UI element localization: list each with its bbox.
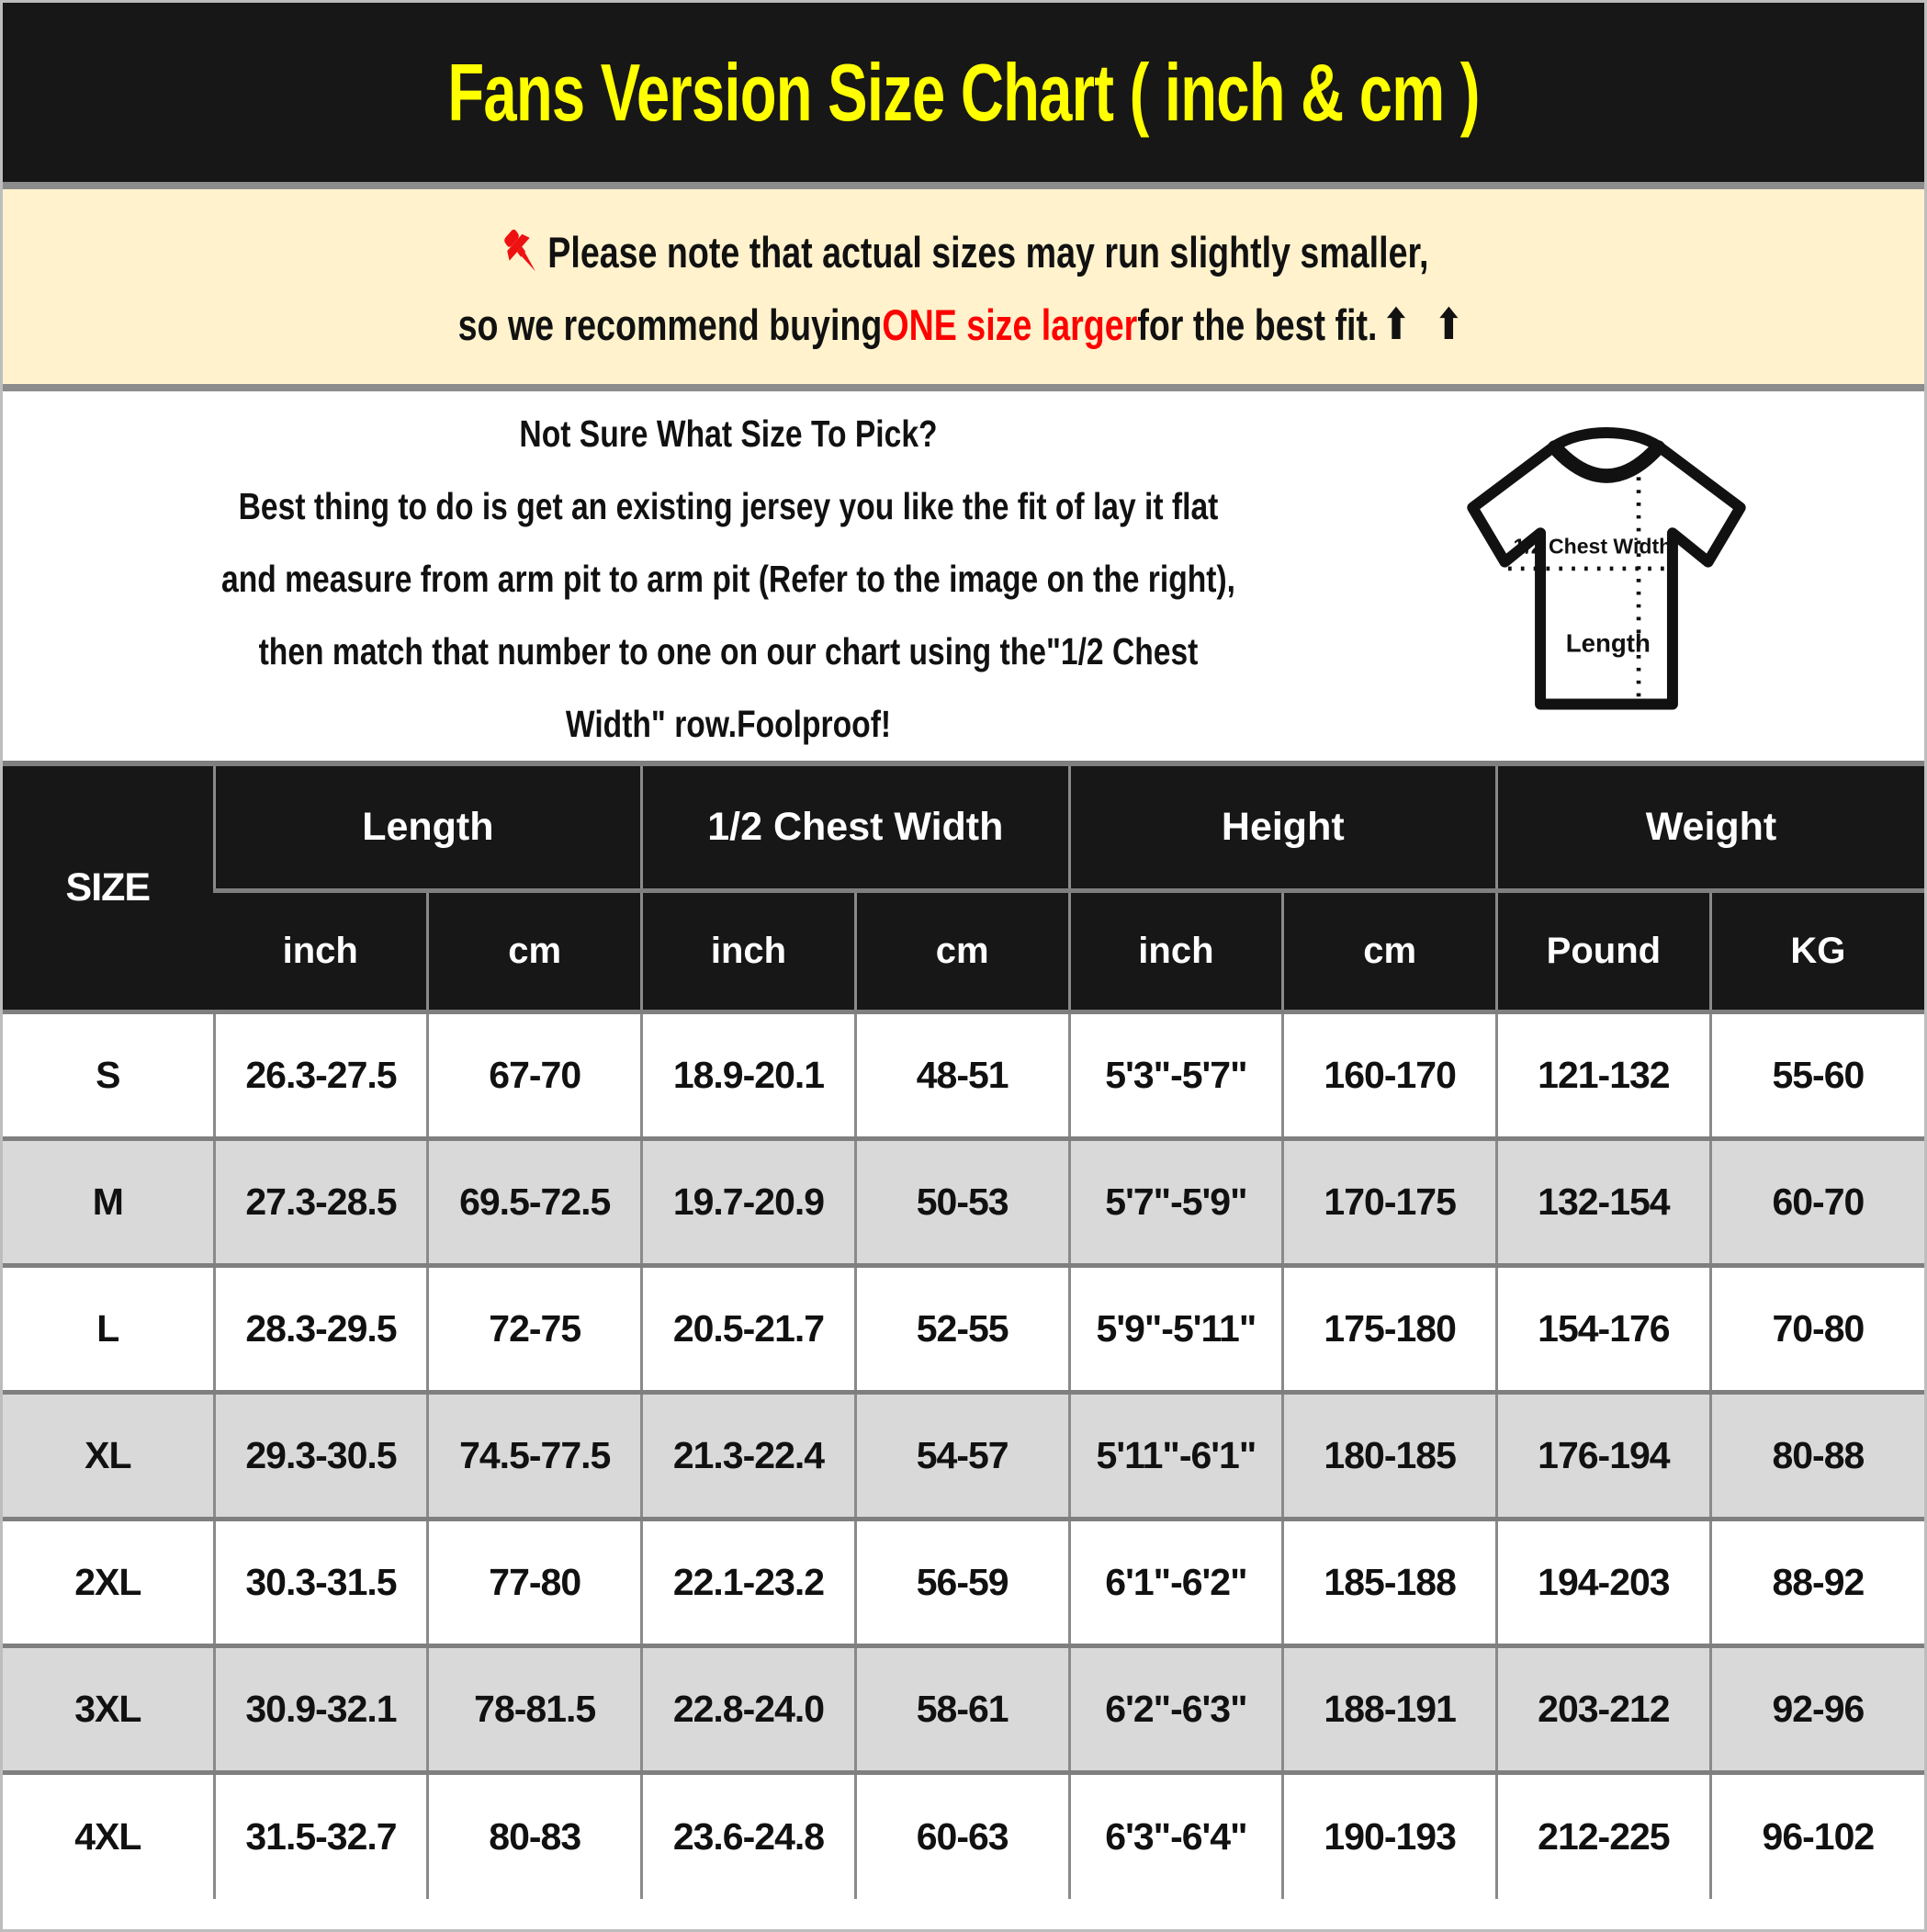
size-table-body: [3, 1011, 1924, 1899]
value-cell: 80-88: [1710, 1392, 1924, 1519]
size-table-header: [3, 763, 1924, 1011]
note-text-2-suffix: for the best fit.: [1137, 299, 1378, 349]
value-cell: 23.6-24.8: [642, 1772, 856, 1899]
value-cell: 6'3"-6'4": [1069, 1772, 1283, 1899]
value-cell: 5'7"-5'9": [1069, 1138, 1283, 1265]
value-cell: 5'3"-5'7": [1069, 1011, 1283, 1138]
value-cell: 28.3-29.5: [214, 1265, 428, 1392]
value-cell: 78-81.5: [428, 1645, 642, 1772]
value-cell: 170-175: [1283, 1138, 1497, 1265]
instructions-text: [3, 392, 1454, 761]
instruction-line: Width" row.Foolproof!: [565, 702, 892, 745]
pushpin-icon: [499, 224, 545, 281]
value-cell: 175-180: [1283, 1265, 1497, 1392]
value-cell: 154-176: [1497, 1265, 1711, 1392]
subheader-length-cm: cm: [428, 890, 642, 1011]
size-cell: 4XL: [3, 1772, 214, 1899]
value-cell: 50-53: [855, 1138, 1069, 1265]
value-cell: 29.3-30.5: [214, 1392, 428, 1519]
page-title: Fans Version Size Chart ( inch & cm ): [447, 46, 1480, 138]
value-cell: 180-185: [1283, 1392, 1497, 1519]
value-cell: 74.5-77.5: [428, 1392, 642, 1519]
subheader-chest-inch: inch: [642, 890, 856, 1011]
value-cell: 132-154: [1497, 1138, 1711, 1265]
tshirt-icon: [1454, 424, 1759, 723]
value-cell: 185-188: [1283, 1519, 1497, 1645]
value-cell: 96-102: [1710, 1772, 1924, 1899]
value-cell: 67-70: [428, 1011, 642, 1138]
value-cell: 92-96: [1710, 1645, 1924, 1772]
value-cell: 6'2"-6'3": [1069, 1645, 1283, 1772]
value-cell: 60-63: [855, 1772, 1069, 1899]
instructions-section: [3, 391, 1924, 761]
value-cell: 212-225: [1497, 1772, 1711, 1899]
table-row: [3, 1772, 1924, 1899]
value-cell: 48-51: [855, 1011, 1069, 1138]
column-group-weight: Weight: [1497, 763, 1924, 890]
value-cell: 22.1-23.2: [642, 1519, 856, 1645]
size-cell: XL: [3, 1392, 214, 1519]
value-cell: 70-80: [1710, 1265, 1924, 1392]
value-cell: 203-212: [1497, 1645, 1711, 1772]
value-cell: 58-61: [855, 1645, 1069, 1772]
column-subheader-row: [3, 890, 1924, 1011]
value-cell: 27.3-28.5: [214, 1138, 428, 1265]
value-cell: 21.3-22.4: [642, 1392, 856, 1519]
value-cell: 160-170: [1283, 1011, 1497, 1138]
value-cell: 54-57: [855, 1392, 1069, 1519]
tshirt-chest-label: 1/2 Chest Width: [1513, 534, 1673, 559]
note-text-1: Please note that actual sizes may run slightly smaller,: [547, 228, 1428, 277]
subheader-weight-kg: KG: [1710, 890, 1924, 1011]
subheader-height-inch: inch: [1069, 890, 1283, 1011]
column-group-height: Height: [1069, 763, 1496, 890]
value-cell: 190-193: [1283, 1772, 1497, 1899]
table-row: [3, 1265, 1924, 1392]
note-line-2: [458, 299, 1470, 350]
table-row: [3, 1645, 1924, 1772]
value-cell: 52-55: [855, 1265, 1069, 1392]
value-cell: 5'9"-5'11": [1069, 1265, 1283, 1392]
value-cell: 60-70: [1710, 1138, 1924, 1265]
instruction-line: Best thing to do is get an existing jersey you like the fit of lay it flat: [238, 484, 1219, 527]
value-cell: 6'1"-6'2": [1069, 1519, 1283, 1645]
subheader-weight-pound: Pound: [1497, 890, 1711, 1011]
value-cell: 77-80: [428, 1519, 642, 1645]
divider: [3, 182, 1924, 189]
column-group-chest-width: 1/2 Chest Width: [642, 763, 1069, 890]
tshirt-diagram: [1454, 424, 1759, 728]
value-cell: 188-191: [1283, 1645, 1497, 1772]
size-cell: S: [3, 1011, 214, 1138]
table-row: [3, 1138, 1924, 1265]
column-header-size: SIZE: [3, 763, 214, 1011]
value-cell: 22.8-24.0: [642, 1645, 856, 1772]
value-cell: 31.5-32.7: [214, 1772, 428, 1899]
column-group-length: Length: [214, 763, 641, 890]
table-row: [3, 1011, 1924, 1138]
value-cell: 72-75: [428, 1265, 642, 1392]
value-cell: 55-60: [1710, 1011, 1924, 1138]
divider: [3, 384, 1924, 391]
size-cell: M: [3, 1138, 214, 1265]
value-cell: 18.9-20.1: [642, 1011, 856, 1138]
tshirt-length-label: Length: [1565, 628, 1651, 658]
value-cell: 121-132: [1497, 1011, 1711, 1138]
value-cell: 69.5-72.5: [428, 1138, 642, 1265]
subheader-length-inch: inch: [214, 890, 428, 1011]
size-cell: L: [3, 1265, 214, 1392]
instruction-line: and measure from arm pit to arm pit (Refer to the image on the right),: [220, 557, 1236, 600]
one-size-larger-highlight: ONE size larger: [882, 299, 1138, 349]
value-cell: 194-203: [1497, 1519, 1711, 1645]
table-row: [3, 1392, 1924, 1519]
value-cell: 88-92: [1710, 1519, 1924, 1645]
instruction-heading: Not Sure What Size To Pick?: [519, 412, 938, 455]
value-cell: 56-59: [855, 1519, 1069, 1645]
value-cell: 30.3-31.5: [214, 1519, 428, 1645]
value-cell: 19.7-20.9: [642, 1138, 856, 1265]
note-line-1: [499, 224, 1428, 281]
size-table: [3, 761, 1924, 1899]
value-cell: 20.5-21.7: [642, 1265, 856, 1392]
up-arrows: ⬆ ⬆: [1381, 299, 1470, 350]
size-cell: 3XL: [3, 1645, 214, 1772]
note-banner: [3, 189, 1924, 384]
subheader-height-cm: cm: [1283, 890, 1497, 1011]
instruction-line: then match that number to one on our chart using the"1/2 Chest: [258, 629, 1199, 672]
size-cell: 2XL: [3, 1519, 214, 1645]
column-group-row: [3, 763, 1924, 890]
value-cell: 26.3-27.5: [214, 1011, 428, 1138]
table-row: [3, 1519, 1924, 1645]
note-text-2-prefix: so we recommend buying: [457, 299, 883, 349]
subheader-chest-cm: cm: [855, 890, 1069, 1011]
value-cell: 176-194: [1497, 1392, 1711, 1519]
value-cell: 30.9-32.1: [214, 1645, 428, 1772]
title-bar: [3, 3, 1924, 182]
value-cell: 80-83: [428, 1772, 642, 1899]
value-cell: 5'11"-6'1": [1069, 1392, 1283, 1519]
